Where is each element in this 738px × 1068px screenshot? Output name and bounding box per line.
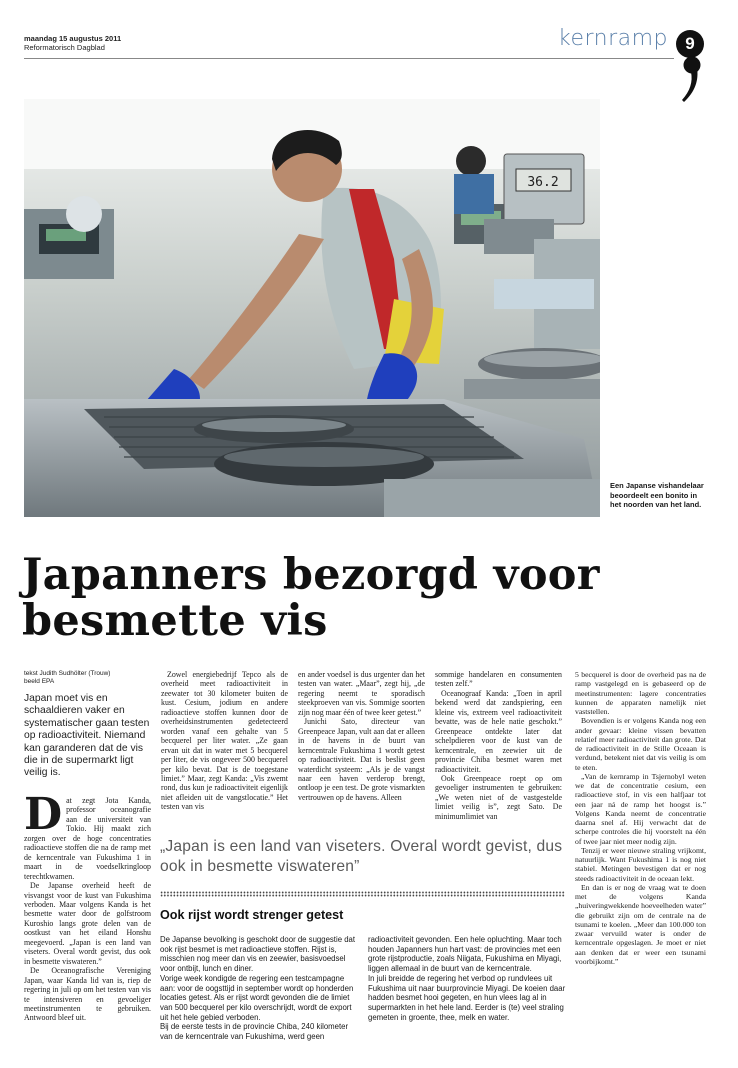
paragraph: 5 becquerel is door de overheid pas na de ramp vastgelegd en is gebaseerd op de meetinstrumenten: lagere concentraties kunnen de apparaten namelijk niet vaststellen. xyxy=(575,670,706,716)
article-photo xyxy=(24,99,600,517)
article-headline xyxy=(22,552,712,644)
paragraph: sommige handelaren en consumenten testen zelf.” xyxy=(435,670,562,689)
paragraph: De Oceanografische Vereniging Japan, waar Kanda lid van is, riep de regering in juli op om het testen van vis te intensiveren en gevoeliger meetinstrumenten te gebruiken. Antwoord bleef uit. xyxy=(24,966,151,1023)
section-title: kernramp xyxy=(558,26,669,51)
article-column-2 xyxy=(161,670,288,812)
masthead-info xyxy=(24,34,121,52)
newspaper-name: Reformatorisch Dagblad xyxy=(24,43,105,52)
paragraph: Ook Greenpeace roept op om gevoeliger instrumenten te gebruiken: „We weten niet of de vastgestelde limiet veilig is”, zegt Sato. De minimumlimiet van xyxy=(435,773,562,821)
byline-author: tekst Judith Sudhölter (Trouw) xyxy=(24,670,111,677)
paragraph: Bovendien is er volgens Kanda nog een ander gevaar: kleine vissen bevatten relatief meer radioactiviteit dan grote. Dat de radioactiviteit in de Stille Oceaan is verdund, betekent niet dat vis veilig is om te eten. xyxy=(575,716,706,772)
headline-line-1: Japanners bezorgd voor xyxy=(22,550,600,600)
box-column-2: radioactiviteit gevonden. Een hele opluchting. Maar toch houden Japanners hun hart vast: de provincies met een grote rijstproductie, zoals Niigata, Fukushima en Miyagi, liggen allemaal in de buurt van de kerncentrale. In juli breidde de regering het verbod op rundvlees uit Fukushima uit naar buurprovincie Miyagi. De koeien daar hadden besmet hooi gegeten, en hun vlees lag al in supermarkten in het hele land. Eerder is (te) veel straling gemeten in groente, thee, melk en water. xyxy=(368,935,566,1022)
paragraph: en ander voedsel is dus urgenter dan het testen van water. „Maar”, zegt hij, „de regering neemt te sporadisch steekproeven van vis. Sommige soorten zijn nog maar één of twee keer getest.” xyxy=(298,670,425,717)
paragraph: „Van de kernramp in Tsjernobyl weten we dat de concentratie cesium, een radioactieve stof, in vis een halfjaar tot een jaar ná de ramp het hoogst is.” Volgens Kanda neemt de concentratie daarna snel af. Hij verwacht dat de scherpe controles die hij voorstelt na één of twee jaar niet meer nodig zijn. xyxy=(575,771,706,846)
photo-caption: Een Japanse vishandelaar beoordeelt een bonito in het noorden van het land. xyxy=(610,481,704,509)
box-subheading: Ook rijst wordt strenger getest xyxy=(160,908,344,922)
pull-quote: „Japan is een land van viseters. Overal wordt gevist, dus ook in besmette viswateren” xyxy=(160,838,563,875)
paragraph: Zowel energiebedrijf Tepco als de overheid meet radioactiviteit in zeewater tot 30 kilometer buiten de kust. Cesium, jodium en andere radioactieve stoffen kunnen door de overheidsinstrumenten gedetecteerd worden vanaf een gehalte van 5 becquerel per liter water. „Ze gaan ervan uit dat in water met 5 becquerel per liter, de vis ongeveer 500 becquerel per kilo bevat. Dat is de toegestane limiet.” Maar, zegt Kanda: „Vis zwemt rond, dus kun je radioactiviteit eigenlijk niet afleiden uit de vangstlocatie.” Het testen van vis xyxy=(161,670,288,812)
page-number: 9 xyxy=(676,30,704,58)
article-column-3 xyxy=(298,670,425,802)
scale-display: 36.2 xyxy=(527,175,559,190)
article-column-5 xyxy=(575,670,706,966)
byline-photo-credit: beeld EPA xyxy=(24,678,55,685)
header-divider xyxy=(24,58,674,59)
drop-cap: D xyxy=(24,789,63,840)
byline xyxy=(24,670,154,686)
comma-logo-icon xyxy=(681,56,701,106)
paragraph: En dan is er nog de vraag wat te doen met de volgens Kanda „huiveringwekkende hoeveelheden water” die gebruikt zijn om de centrale na de tsunami te koelen. „Meer dan 100.000 ton zwaar vervuild water is onder de kerncentrale opgeslagen. Je moet er niet aan denken dat er weer een tsunami voorbijkomt.” xyxy=(575,882,706,966)
dotted-divider xyxy=(160,891,565,897)
box-column-1: De Japanse bevolking is geschokt door de suggestie dat ook rijst besmet is met radioactieve stoffen. Rijst is, misschien nog meer dan vis en zeewier, basisvoedsel voor ontbijt, lunch en diner. Vorige week kondigde de regering een testcampagne aan: voor de oogsttijd in september wordt op honderden locaties getest. Als er rijst wordt gevonden die de limiet van 500 becquerel per kilo overschrijdt, wordt de export uit het hele gebied verboden. Bij de eerste tests in de provincie Chiba, 240 kilometer van de kerncentrale van Fukushima, werd geen xyxy=(160,935,356,1042)
article-column-4 xyxy=(435,670,562,821)
issue-date: maandag 15 augustus 2011 xyxy=(24,34,122,43)
headline-line-2: besmette vis xyxy=(22,596,328,646)
article-column-1 xyxy=(24,789,151,1023)
paragraph: De Japanse overheid heeft de visvangst voor de kust van Fukushima verboden. Maar volgens Kanda is het besmette water door de golfstroom Kuroshio langs grote delen van de oostkust van het eiland Honshu meegevoerd. „Japan is een land van viseters. Overal wordt gevist, dus ook in besmette viswateren.” xyxy=(24,881,151,966)
paragraph: Junichi Sato, directeur van Greenpeace Japan, vult aan dat er alleen in de havens in de buurt van kerncentrale Fukushima 1 wordt getest op radioactiviteit. Dat is beslist geen waterdicht systeem: „Als je de vangst naar een haven verderop brengt, ontloop je een test. De grote vismarkten vertrouwen op de havens. Alleen xyxy=(298,717,425,802)
fish-market-illustration xyxy=(24,99,600,517)
paragraph: Tenzij er weer nieuwe straling vrijkomt, natuurlijk. Want Fukushima 1 is nog niet stabiel. Metingen bevestigen dat er nog steeds radioactiviteit in de oceaan lekt. xyxy=(575,845,706,883)
paragraph-text: at zegt Jota Kanda, professor oceanografie aan de universiteit van Tokio. Hij maakt zich zorgen over de hoge concentraties radioactieve stoffen die na de ramp met de kerncentrale van Fukushima 1 in maart in de voedselkringloop terechtkwamen. xyxy=(24,796,151,881)
article-lead: Japan moet vis en schaaldieren vaker en systematischer gaan testen op radioactiviteit. Niemand kan garanderen dat de vis die in de supermarkt ligt veilig is. xyxy=(24,693,150,779)
paragraph: Oceanograaf Kanda: „Toen in april bekend werd dat zandspiering, een kleine vis, extreem veel radioactiviteit bevatte, was de hele natie geschokt.” Greenpeace ontdekte later dat schelpdieren voor de kust van de kerncentrale, en zeewier uit de provincie Chiba besmet waren met radioactiviteit. xyxy=(435,688,562,774)
paragraph xyxy=(24,789,151,881)
